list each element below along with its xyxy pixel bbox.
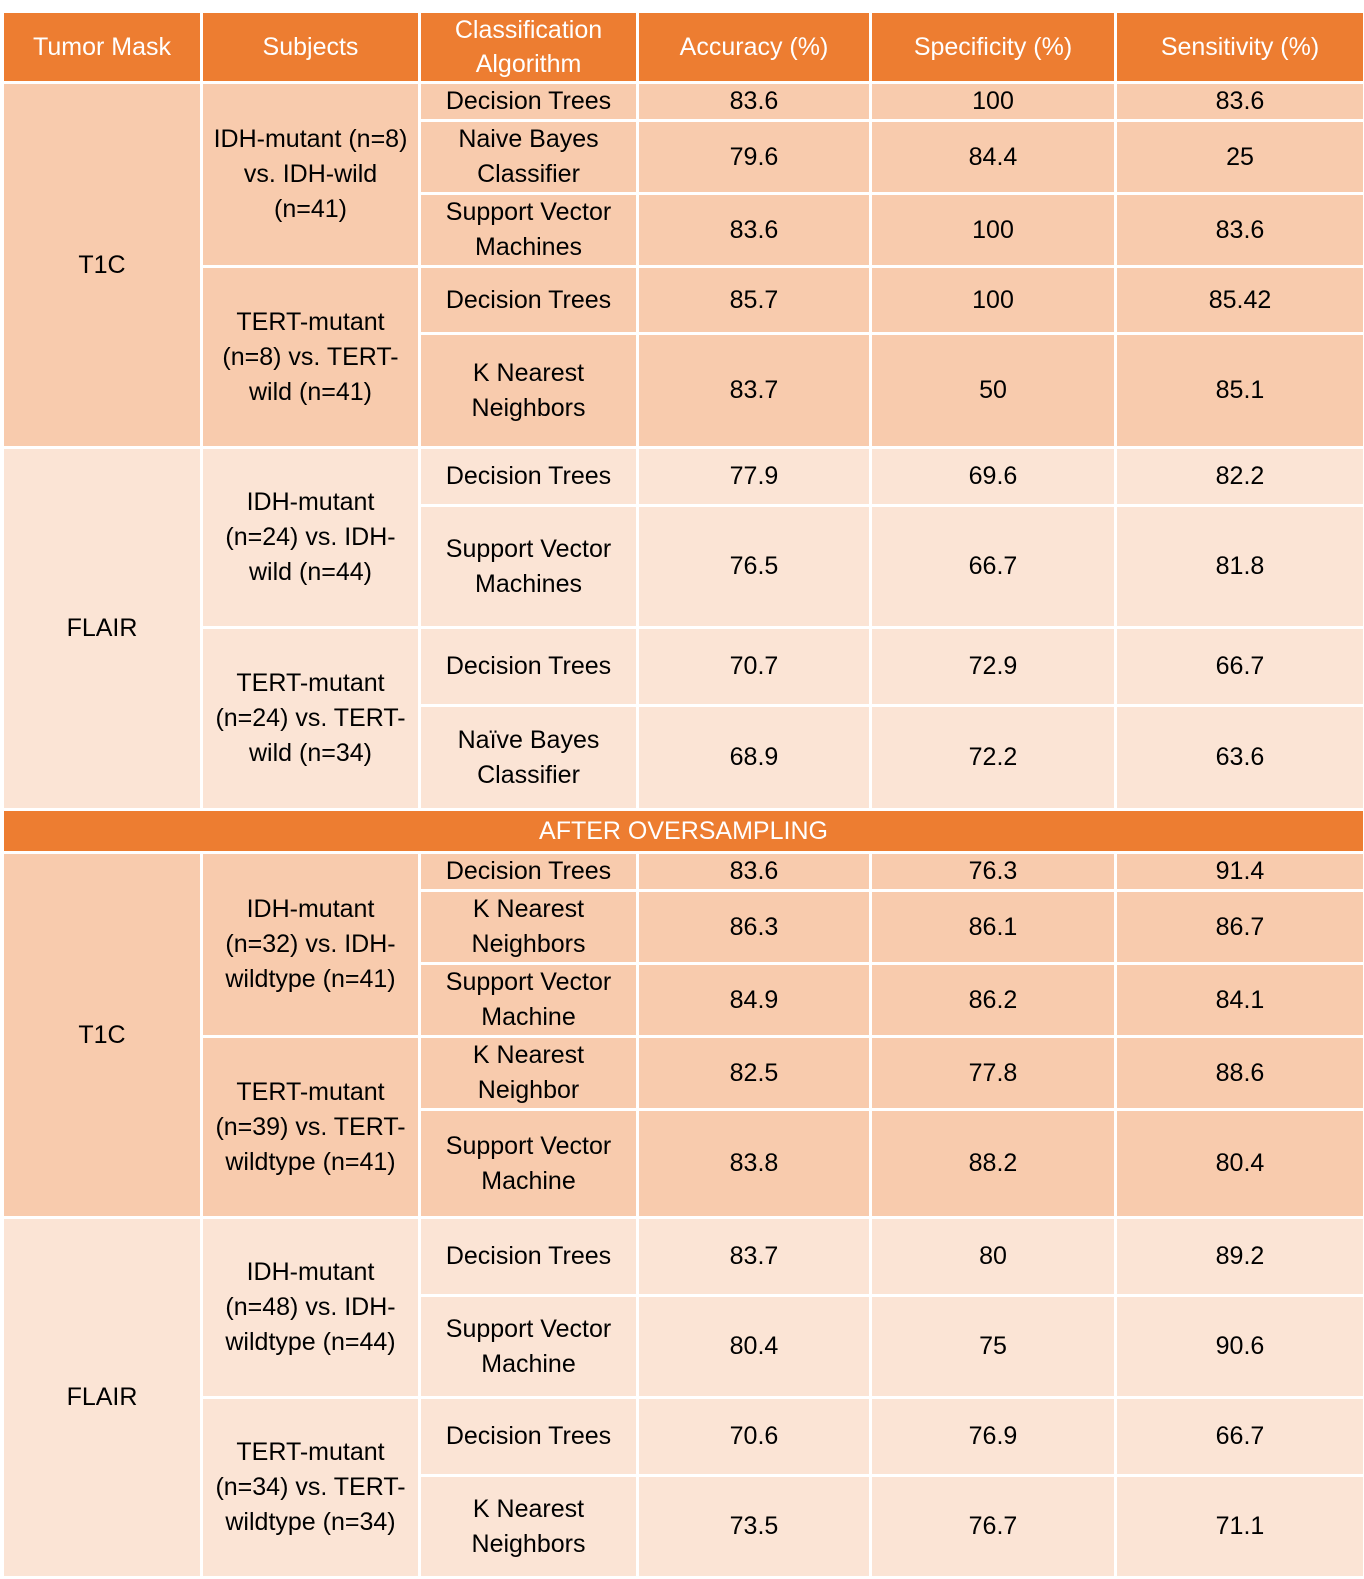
tumor-mask-cell: FLAIR: [3, 448, 202, 810]
accuracy-cell: 80.4: [638, 1296, 871, 1398]
algorithm-cell: K Nearest Neighbor: [420, 1037, 638, 1110]
algorithm-cell: Decision Trees: [420, 1218, 638, 1296]
algorithm-cell: Naive Bayes Classifier: [420, 121, 638, 194]
specificity-cell: 72.2: [871, 706, 1116, 810]
table-body: [3, 83, 1364, 1578]
algorithm-cell: Support Vector Machines: [420, 506, 638, 628]
specificity-cell: 84.4: [871, 121, 1116, 194]
specificity-cell: 69.6: [871, 448, 1116, 506]
accuracy-cell: 83.8: [638, 1110, 871, 1218]
accuracy-cell: 83.7: [638, 334, 871, 448]
accuracy-cell: 83.7: [638, 1218, 871, 1296]
tumor-mask-cell: T1C: [3, 853, 202, 1218]
accuracy-cell: 82.5: [638, 1037, 871, 1110]
accuracy-cell: 76.5: [638, 506, 871, 628]
algorithm-cell: Support Vector Machine: [420, 964, 638, 1037]
specificity-cell: 50: [871, 334, 1116, 448]
table-row: [3, 1398, 1364, 1476]
algorithm-cell: Decision Trees: [420, 448, 638, 506]
algorithm-cell: Support Vector Machine: [420, 1110, 638, 1218]
sensitivity-cell: 91.4: [1116, 853, 1364, 891]
header-tumor-mask: Tumor Mask: [3, 12, 202, 83]
specificity-cell: 86.1: [871, 891, 1116, 964]
sensitivity-cell: 66.7: [1116, 1398, 1364, 1476]
sensitivity-cell: 66.7: [1116, 628, 1364, 706]
section-band-row: [3, 810, 1364, 853]
table-row: [3, 1037, 1364, 1110]
table-row: [3, 1218, 1364, 1296]
header-specificity: Specificity (%): [871, 12, 1116, 83]
sensitivity-cell: 85.1: [1116, 334, 1364, 448]
specificity-cell: 76.3: [871, 853, 1116, 891]
subjects-cell: IDH-mutant (n=48) vs. IDH-wildtype (n=44): [202, 1218, 420, 1398]
header-accuracy: Accuracy (%): [638, 12, 871, 83]
sensitivity-cell: 84.1: [1116, 964, 1364, 1037]
header-subjects: Subjects: [202, 12, 420, 83]
sensitivity-cell: 88.6: [1116, 1037, 1364, 1110]
specificity-cell: 76.9: [871, 1398, 1116, 1476]
algorithm-cell: Decision Trees: [420, 628, 638, 706]
accuracy-cell: 70.6: [638, 1398, 871, 1476]
sensitivity-cell: 82.2: [1116, 448, 1364, 506]
algorithm-cell: K Nearest Neighbors: [420, 891, 638, 964]
subjects-cell: IDH-mutant (n=32) vs. IDH-wildtype (n=41): [202, 853, 420, 1037]
sensitivity-cell: 86.7: [1116, 891, 1364, 964]
accuracy-cell: 79.6: [638, 121, 871, 194]
sensitivity-cell: 80.4: [1116, 1110, 1364, 1218]
tumor-mask-cell: FLAIR: [3, 1218, 202, 1578]
sensitivity-cell: 25: [1116, 121, 1364, 194]
specificity-cell: 77.8: [871, 1037, 1116, 1110]
subjects-cell: TERT-mutant (n=34) vs. TERT-wildtype (n=34): [202, 1398, 420, 1578]
algorithm-cell: Decision Trees: [420, 83, 638, 121]
specificity-cell: 100: [871, 83, 1116, 121]
accuracy-cell: 68.9: [638, 706, 871, 810]
sensitivity-cell: 71.1: [1116, 1476, 1364, 1578]
accuracy-cell: 83.6: [638, 194, 871, 267]
header-classification-algorithm: Classification Algorithm: [420, 12, 638, 83]
subjects-cell: TERT-mutant (n=39) vs. TERT-wildtype (n=41): [202, 1037, 420, 1218]
sensitivity-cell: 81.8: [1116, 506, 1364, 628]
accuracy-cell: 86.3: [638, 891, 871, 964]
sensitivity-cell: 90.6: [1116, 1296, 1364, 1398]
table-row: [3, 628, 1364, 706]
results-table: [1, 10, 1364, 1579]
specificity-cell: 75: [871, 1296, 1116, 1398]
sensitivity-cell: 63.6: [1116, 706, 1364, 810]
subjects-cell: IDH-mutant (n=24) vs. IDH-wild (n=44): [202, 448, 420, 628]
specificity-cell: 100: [871, 267, 1116, 334]
algorithm-cell: Support Vector Machine: [420, 1296, 638, 1398]
specificity-cell: 76.7: [871, 1476, 1116, 1578]
accuracy-cell: 85.7: [638, 267, 871, 334]
accuracy-cell: 84.9: [638, 964, 871, 1037]
algorithm-cell: Naïve Bayes Classifier: [420, 706, 638, 810]
specificity-cell: 86.2: [871, 964, 1116, 1037]
accuracy-cell: 83.6: [638, 853, 871, 891]
algorithm-cell: Decision Trees: [420, 853, 638, 891]
header-sensitivity: Sensitivity (%): [1116, 12, 1364, 83]
table-row: [3, 448, 1364, 506]
table-row: [3, 83, 1364, 121]
accuracy-cell: 70.7: [638, 628, 871, 706]
accuracy-cell: 83.6: [638, 83, 871, 121]
specificity-cell: 66.7: [871, 506, 1116, 628]
algorithm-cell: Support Vector Machines: [420, 194, 638, 267]
sensitivity-cell: 83.6: [1116, 194, 1364, 267]
table-header: [3, 12, 1364, 83]
subjects-cell: TERT-mutant (n=8) vs. TERT-wild (n=41): [202, 267, 420, 448]
algorithm-cell: Decision Trees: [420, 267, 638, 334]
sensitivity-cell: 83.6: [1116, 83, 1364, 121]
specificity-cell: 80: [871, 1218, 1116, 1296]
table-row: [3, 267, 1364, 334]
subjects-cell: TERT-mutant (n=24) vs. TERT-wild (n=34): [202, 628, 420, 810]
accuracy-cell: 77.9: [638, 448, 871, 506]
accuracy-cell: 73.5: [638, 1476, 871, 1578]
header-row: [3, 12, 1364, 83]
subjects-cell: IDH-mutant (n=8) vs. IDH-wild (n=41): [202, 83, 420, 267]
algorithm-cell: Decision Trees: [420, 1398, 638, 1476]
sensitivity-cell: 89.2: [1116, 1218, 1364, 1296]
specificity-cell: 72.9: [871, 628, 1116, 706]
table-row: [3, 853, 1364, 891]
algorithm-cell: K Nearest Neighbors: [420, 334, 638, 448]
algorithm-cell: K Nearest Neighbors: [420, 1476, 638, 1578]
tumor-mask-cell: T1C: [3, 83, 202, 448]
specificity-cell: 88.2: [871, 1110, 1116, 1218]
specificity-cell: 100: [871, 194, 1116, 267]
sensitivity-cell: 85.42: [1116, 267, 1364, 334]
section-band-label: AFTER OVERSAMPLING: [3, 810, 1364, 853]
